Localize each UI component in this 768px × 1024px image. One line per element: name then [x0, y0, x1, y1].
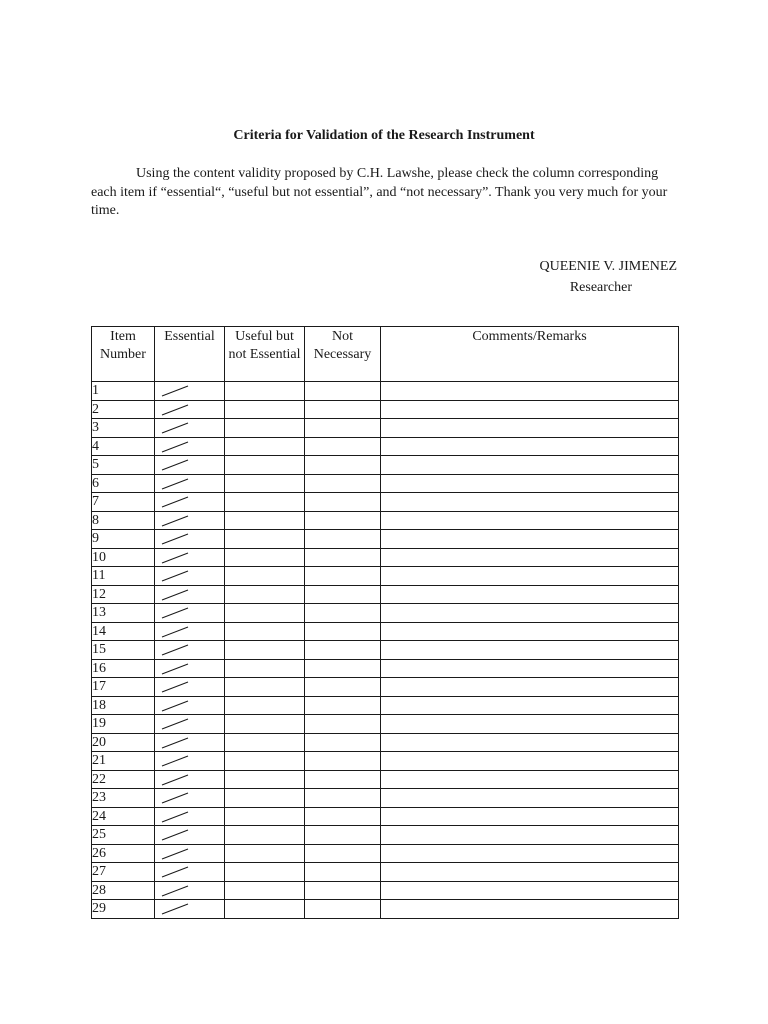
- item-number-cell: 24: [92, 807, 155, 826]
- essential-cell[interactable]: [155, 659, 225, 678]
- table-row: [92, 493, 679, 512]
- check-slash-icon: [161, 551, 189, 565]
- essential-cell[interactable]: [155, 585, 225, 604]
- table-row: [92, 678, 679, 697]
- not-necessary-cell[interactable]: [305, 567, 381, 586]
- comments-cell[interactable]: [381, 733, 679, 752]
- table-row: [92, 807, 679, 826]
- comments-cell[interactable]: [381, 419, 679, 438]
- useful-cell[interactable]: [225, 456, 305, 475]
- essential-cell[interactable]: [155, 844, 225, 863]
- essential-cell[interactable]: [155, 474, 225, 493]
- not-necessary-cell[interactable]: [305, 752, 381, 771]
- item-number-cell: 13: [92, 604, 155, 623]
- table-row: [92, 622, 679, 641]
- item-number-cell: 21: [92, 752, 155, 771]
- check-slash-icon: [161, 884, 189, 898]
- essential-cell[interactable]: [155, 752, 225, 771]
- table-row: [92, 474, 679, 493]
- useful-cell[interactable]: [225, 863, 305, 882]
- comments-cell[interactable]: [381, 437, 679, 456]
- not-necessary-cell[interactable]: [305, 474, 381, 493]
- comments-cell[interactable]: [381, 604, 679, 623]
- item-number-cell: 2: [92, 400, 155, 419]
- not-necessary-cell[interactable]: [305, 696, 381, 715]
- comments-cell[interactable]: [381, 807, 679, 826]
- essential-cell[interactable]: [155, 419, 225, 438]
- not-necessary-cell[interactable]: [305, 863, 381, 882]
- check-slash-icon: [161, 717, 189, 731]
- item-number-cell: 26: [92, 844, 155, 863]
- header-essential: Essential: [155, 327, 225, 382]
- header-item-number: Item Number: [92, 327, 155, 382]
- useful-cell[interactable]: [225, 789, 305, 808]
- not-necessary-cell[interactable]: [305, 548, 381, 567]
- useful-cell[interactable]: [225, 548, 305, 567]
- check-slash-icon: [161, 680, 189, 694]
- essential-cell[interactable]: [155, 733, 225, 752]
- check-slash-icon: [161, 384, 189, 398]
- useful-cell[interactable]: [225, 733, 305, 752]
- essential-cell[interactable]: [155, 715, 225, 734]
- comments-cell[interactable]: [381, 770, 679, 789]
- essential-cell[interactable]: [155, 900, 225, 919]
- check-slash-icon: [161, 440, 189, 454]
- useful-cell[interactable]: [225, 678, 305, 697]
- table-row: [92, 715, 679, 734]
- essential-cell[interactable]: [155, 641, 225, 660]
- essential-cell[interactable]: [155, 400, 225, 419]
- check-slash-icon: [161, 773, 189, 787]
- check-slash-icon: [161, 810, 189, 824]
- check-slash-icon: [161, 847, 189, 861]
- essential-cell[interactable]: [155, 511, 225, 530]
- useful-cell[interactable]: [225, 437, 305, 456]
- essential-cell[interactable]: [155, 678, 225, 697]
- comments-cell[interactable]: [381, 530, 679, 549]
- comments-cell[interactable]: [381, 789, 679, 808]
- essential-cell[interactable]: [155, 807, 225, 826]
- item-number-cell: 10: [92, 548, 155, 567]
- comments-cell[interactable]: [381, 752, 679, 771]
- item-number-cell: 7: [92, 493, 155, 512]
- comments-cell[interactable]: [381, 585, 679, 604]
- useful-cell[interactable]: [225, 696, 305, 715]
- not-necessary-cell[interactable]: [305, 789, 381, 808]
- check-slash-icon: [161, 662, 189, 676]
- check-slash-icon: [161, 495, 189, 509]
- table-row: [92, 511, 679, 530]
- check-slash-icon: [161, 625, 189, 639]
- not-necessary-cell[interactable]: [305, 622, 381, 641]
- not-necessary-cell[interactable]: [305, 419, 381, 438]
- author-name: QUEENIE V. JIMENEZ: [539, 259, 677, 274]
- useful-cell[interactable]: [225, 567, 305, 586]
- table-row: [92, 419, 679, 438]
- useful-cell[interactable]: [225, 604, 305, 623]
- check-slash-icon: [161, 588, 189, 602]
- table-row: [92, 770, 679, 789]
- header-useful-but-not-essential: Useful but not Essential: [225, 327, 305, 382]
- comments-cell[interactable]: [381, 400, 679, 419]
- useful-cell[interactable]: [225, 493, 305, 512]
- document-title: Criteria for Validation of the Research Instrument: [233, 128, 535, 143]
- useful-cell[interactable]: [225, 900, 305, 919]
- comments-cell[interactable]: [381, 622, 679, 641]
- table-row: [92, 659, 679, 678]
- table-row: [92, 604, 679, 623]
- useful-cell[interactable]: [225, 530, 305, 549]
- comments-cell[interactable]: [381, 696, 679, 715]
- item-number-cell: 29: [92, 900, 155, 919]
- item-number-cell: 1: [92, 382, 155, 401]
- essential-cell[interactable]: [155, 863, 225, 882]
- comments-cell[interactable]: [381, 456, 679, 475]
- useful-cell[interactable]: [225, 622, 305, 641]
- item-number-cell: 28: [92, 881, 155, 900]
- item-number-cell: 14: [92, 622, 155, 641]
- comments-cell[interactable]: [381, 382, 679, 401]
- item-number-cell: 5: [92, 456, 155, 475]
- comments-cell[interactable]: [381, 881, 679, 900]
- essential-cell[interactable]: [155, 493, 225, 512]
- comments-cell[interactable]: [381, 863, 679, 882]
- item-number-cell: 22: [92, 770, 155, 789]
- useful-cell[interactable]: [225, 770, 305, 789]
- essential-cell[interactable]: [155, 789, 225, 808]
- essential-cell[interactable]: [155, 382, 225, 401]
- table-row: [92, 641, 679, 660]
- item-number-cell: 12: [92, 585, 155, 604]
- useful-cell[interactable]: [225, 659, 305, 678]
- comments-cell[interactable]: [381, 826, 679, 845]
- comments-cell[interactable]: [381, 844, 679, 863]
- not-necessary-cell[interactable]: [305, 826, 381, 845]
- not-necessary-cell[interactable]: [305, 807, 381, 826]
- table-row: [92, 900, 679, 919]
- useful-cell[interactable]: [225, 511, 305, 530]
- table-row: [92, 437, 679, 456]
- useful-cell[interactable]: [225, 400, 305, 419]
- essential-cell[interactable]: [155, 530, 225, 549]
- item-number-cell: 9: [92, 530, 155, 549]
- table-row: [92, 548, 679, 567]
- intro-paragraph: Using the content validity proposed by C.H. Lawshe, please check the column corresponding each item if “essential“, “useful but not essential”, and “not necessary”. Thank you very much for your time.: [91, 166, 668, 218]
- not-necessary-cell[interactable]: [305, 382, 381, 401]
- useful-cell[interactable]: [225, 807, 305, 826]
- header-comments-remarks: Comments/Remarks: [381, 327, 679, 382]
- check-slash-icon: [161, 606, 189, 620]
- check-slash-icon: [161, 477, 189, 491]
- table-row: [92, 789, 679, 808]
- comments-cell[interactable]: [381, 493, 679, 512]
- table-row: [92, 752, 679, 771]
- not-necessary-cell[interactable]: [305, 493, 381, 512]
- not-necessary-cell[interactable]: [305, 530, 381, 549]
- table-row: [92, 844, 679, 863]
- table-row: [92, 456, 679, 475]
- comments-cell[interactable]: [381, 474, 679, 493]
- not-necessary-cell[interactable]: [305, 715, 381, 734]
- table-row: [92, 567, 679, 586]
- item-number-cell: 19: [92, 715, 155, 734]
- check-slash-icon: [161, 865, 189, 879]
- item-number-cell: 27: [92, 863, 155, 882]
- table-row: [92, 585, 679, 604]
- essential-cell[interactable]: [155, 437, 225, 456]
- table-header-row: [92, 327, 679, 382]
- item-number-cell: 23: [92, 789, 155, 808]
- essential-cell[interactable]: [155, 548, 225, 567]
- essential-cell[interactable]: [155, 622, 225, 641]
- useful-cell[interactable]: [225, 641, 305, 660]
- comments-cell[interactable]: [381, 900, 679, 919]
- comments-cell[interactable]: [381, 548, 679, 567]
- essential-cell[interactable]: [155, 881, 225, 900]
- check-slash-icon: [161, 421, 189, 435]
- comments-cell[interactable]: [381, 715, 679, 734]
- check-slash-icon: [161, 569, 189, 583]
- useful-cell[interactable]: [225, 844, 305, 863]
- essential-cell[interactable]: [155, 770, 225, 789]
- not-necessary-cell[interactable]: [305, 678, 381, 697]
- not-necessary-cell[interactable]: [305, 400, 381, 419]
- essential-cell[interactable]: [155, 456, 225, 475]
- essential-cell[interactable]: [155, 696, 225, 715]
- author-role: Researcher: [569, 280, 632, 295]
- check-slash-icon: [161, 791, 189, 805]
- not-necessary-cell[interactable]: [305, 437, 381, 456]
- check-slash-icon: [161, 736, 189, 750]
- item-number-cell: 17: [92, 678, 155, 697]
- check-slash-icon: [161, 828, 189, 842]
- table-row: [92, 530, 679, 549]
- comments-cell[interactable]: [381, 567, 679, 586]
- check-slash-icon: [161, 754, 189, 768]
- item-number-cell: 18: [92, 696, 155, 715]
- item-number-cell: 15: [92, 641, 155, 660]
- item-number-cell: 11: [92, 567, 155, 586]
- not-necessary-cell[interactable]: [305, 456, 381, 475]
- essential-cell[interactable]: [155, 604, 225, 623]
- table-row: [92, 696, 679, 715]
- item-number-cell: 20: [92, 733, 155, 752]
- not-necessary-cell[interactable]: [305, 511, 381, 530]
- not-necessary-cell[interactable]: [305, 844, 381, 863]
- useful-cell[interactable]: [225, 382, 305, 401]
- comments-cell[interactable]: [381, 641, 679, 660]
- not-necessary-cell[interactable]: [305, 881, 381, 900]
- table-body: [92, 382, 679, 919]
- not-necessary-cell[interactable]: [305, 733, 381, 752]
- table-row: [92, 881, 679, 900]
- item-number-cell: 6: [92, 474, 155, 493]
- essential-cell[interactable]: [155, 567, 225, 586]
- comments-cell[interactable]: [381, 511, 679, 530]
- item-number-cell: 4: [92, 437, 155, 456]
- useful-cell[interactable]: [225, 826, 305, 845]
- item-number-cell: 25: [92, 826, 155, 845]
- check-slash-icon: [161, 403, 189, 417]
- check-slash-icon: [161, 902, 189, 916]
- header-not-necessary: Not Necessary: [305, 327, 381, 382]
- not-necessary-cell[interactable]: [305, 659, 381, 678]
- check-slash-icon: [161, 532, 189, 546]
- not-necessary-cell[interactable]: [305, 585, 381, 604]
- useful-cell[interactable]: [225, 419, 305, 438]
- useful-cell[interactable]: [225, 881, 305, 900]
- table-row: [92, 382, 679, 401]
- useful-cell[interactable]: [225, 715, 305, 734]
- check-slash-icon: [161, 699, 189, 713]
- comments-cell[interactable]: [381, 659, 679, 678]
- useful-cell[interactable]: [225, 585, 305, 604]
- useful-cell[interactable]: [225, 474, 305, 493]
- not-necessary-cell[interactable]: [305, 770, 381, 789]
- validation-table: [91, 326, 679, 919]
- table-row: [92, 863, 679, 882]
- item-number-cell: 3: [92, 419, 155, 438]
- check-slash-icon: [161, 458, 189, 472]
- table-row: [92, 826, 679, 845]
- not-necessary-cell[interactable]: [305, 641, 381, 660]
- item-number-cell: 16: [92, 659, 155, 678]
- comments-cell[interactable]: [381, 678, 679, 697]
- check-slash-icon: [161, 514, 189, 528]
- not-necessary-cell[interactable]: [305, 900, 381, 919]
- not-necessary-cell[interactable]: [305, 604, 381, 623]
- useful-cell[interactable]: [225, 752, 305, 771]
- check-slash-icon: [161, 643, 189, 657]
- item-number-cell: 8: [92, 511, 155, 530]
- essential-cell[interactable]: [155, 826, 225, 845]
- table-row: [92, 400, 679, 419]
- table-row: [92, 733, 679, 752]
